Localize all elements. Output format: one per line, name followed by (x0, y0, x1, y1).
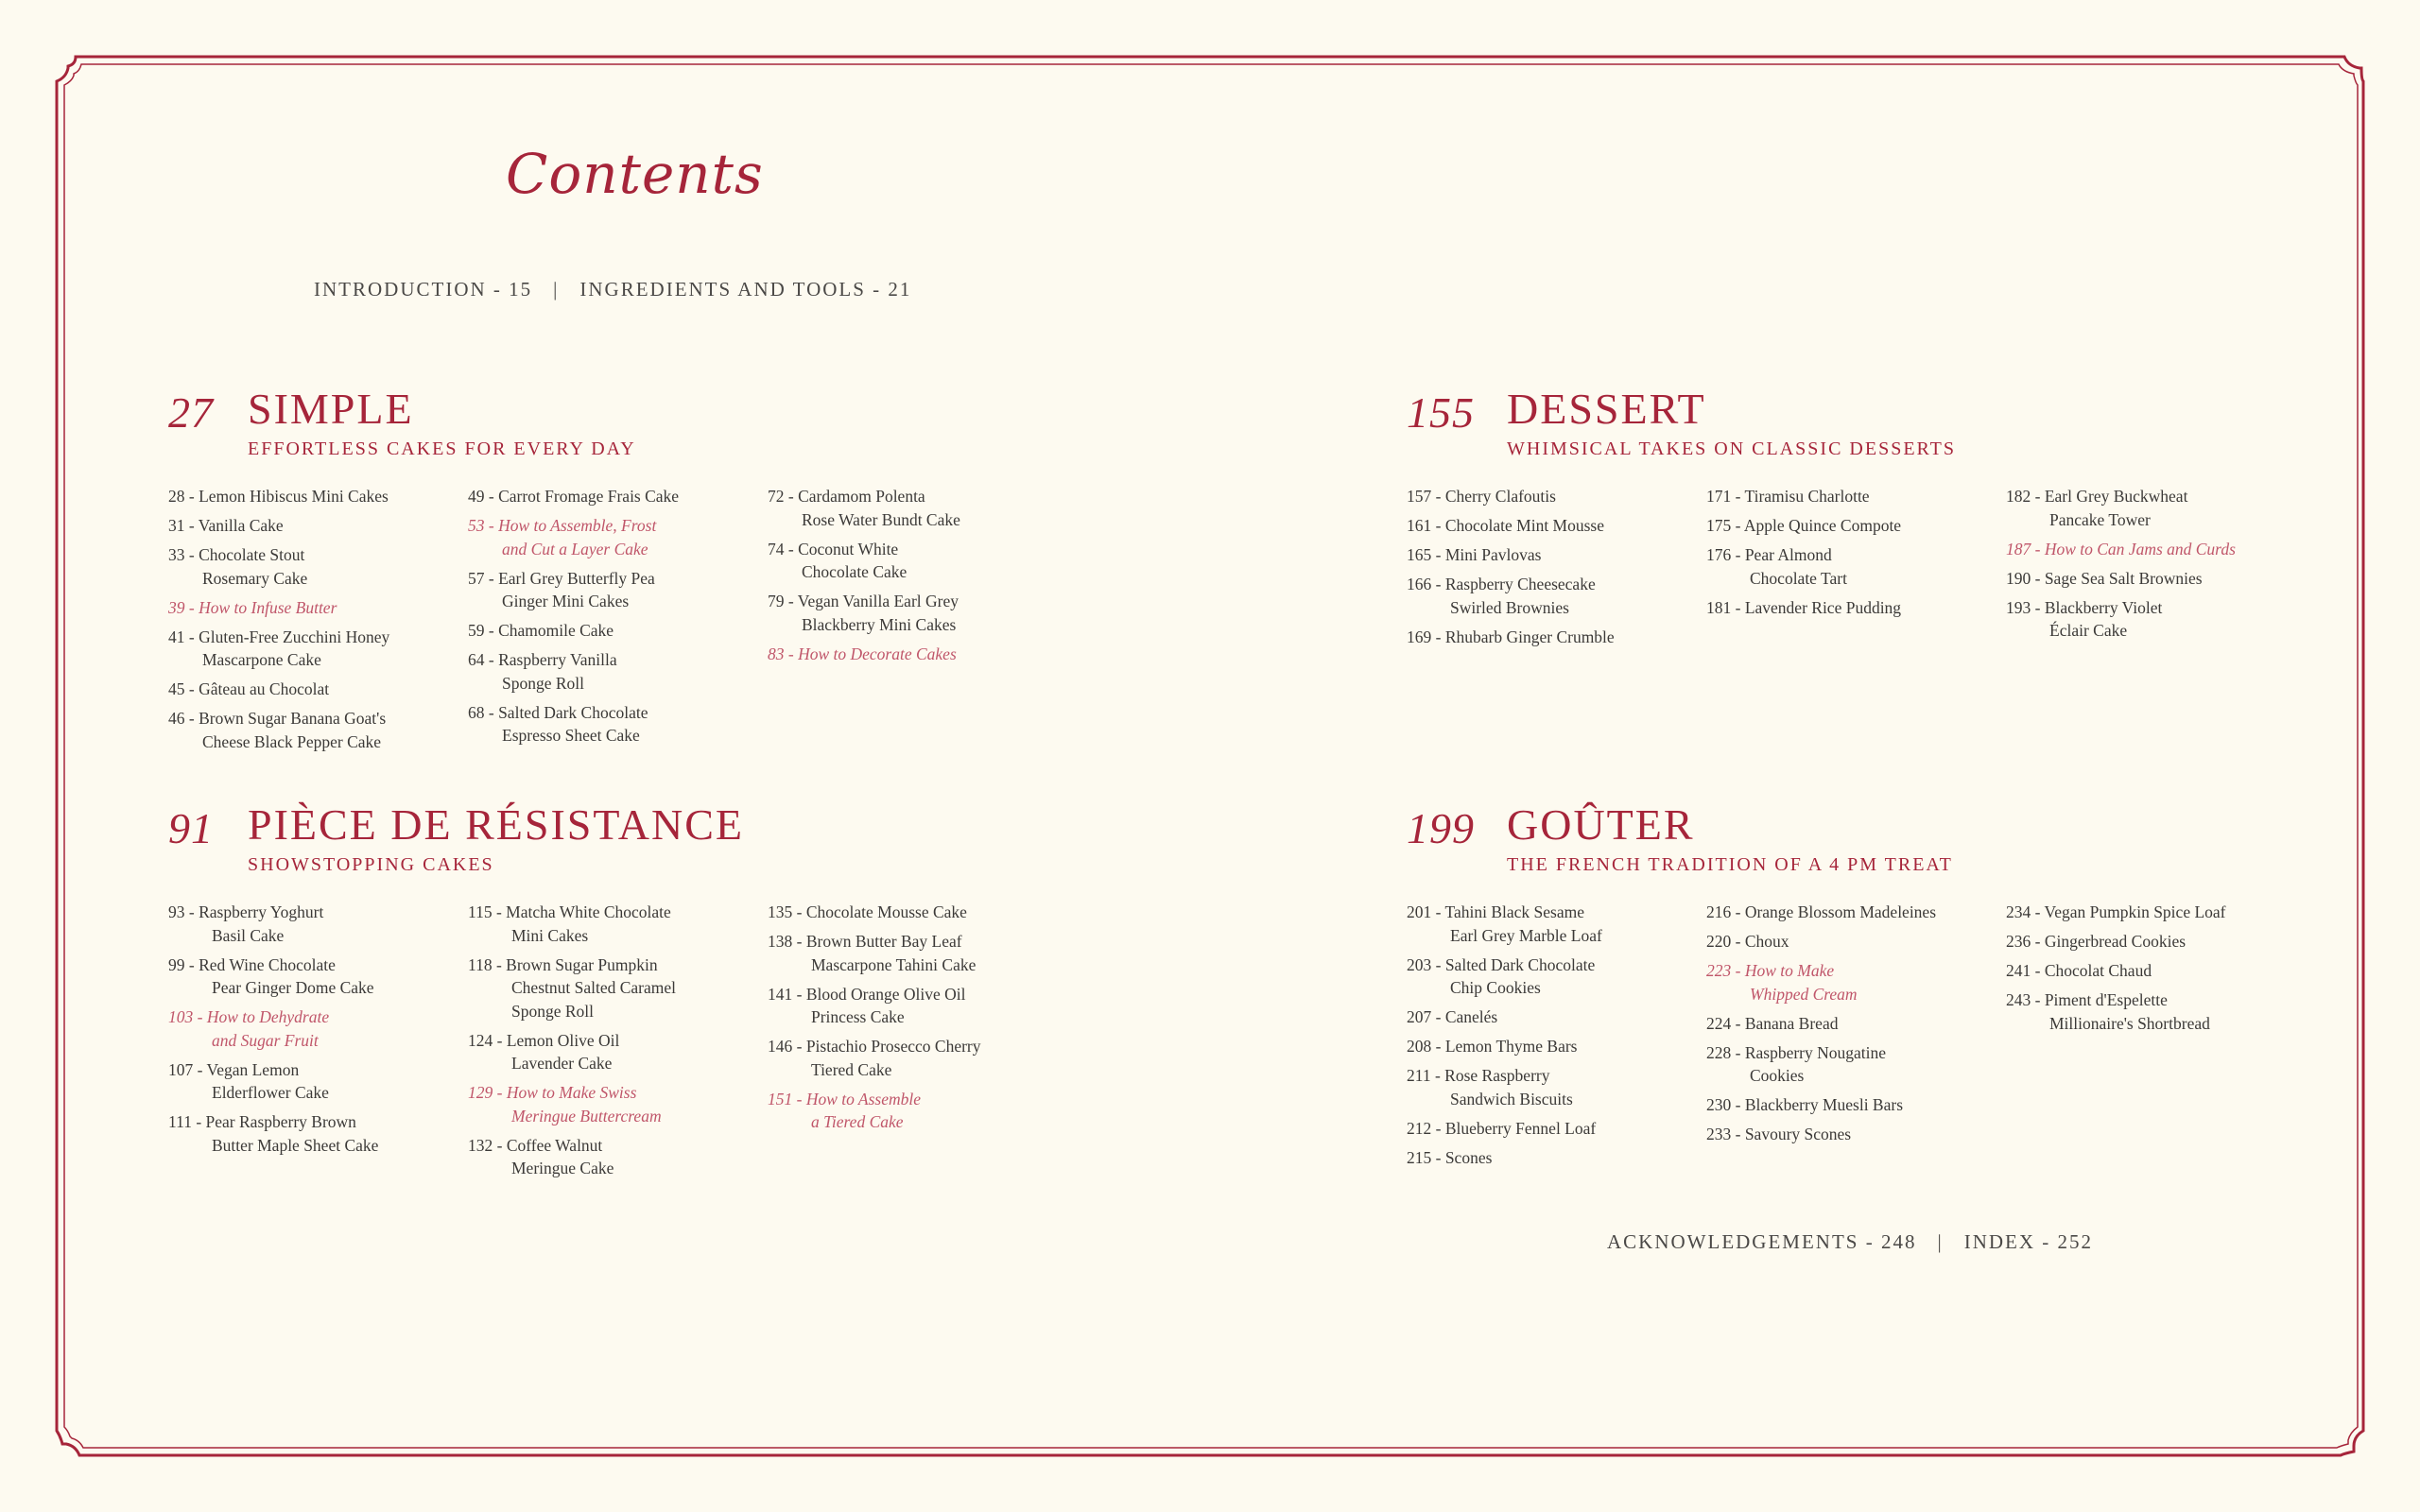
toc-entry[interactable]: 207 - Canelés (1407, 1007, 1498, 1026)
toc-entry[interactable]: 28 - Lemon Hibiscus Mini Cakes (168, 487, 389, 506)
toc-entry[interactable]: 68 - Salted Dark Chocolate Espresso Sheet Cake (468, 702, 648, 745)
toc-entry[interactable]: 228 - Raspberry Nougatine Cookies (1706, 1042, 1887, 1085)
toc-entry[interactable]: 190 - Sage Sea Salt Brownies (2006, 568, 2203, 588)
toc-entry[interactable]: 45 - Gâteau au Chocolat (168, 679, 330, 698)
toc-entry[interactable]: 49 - Carrot Fromage Frais Cake (468, 487, 680, 506)
toc-column (2006, 485, 2306, 655)
toc-entry[interactable]: 59 - Chamomile Cake (468, 621, 614, 640)
section-columns (168, 901, 1067, 1186)
toc-entry[interactable]: 203 - Salted Dark Chocolate Chip Cookies (1407, 954, 1596, 997)
toc-entry[interactable]: 243 - Piment d'Espelette Millionaire's Shortbread (2006, 990, 2210, 1033)
toc-column (1706, 901, 2006, 1176)
toc-entry[interactable]: 161 - Chocolate Mint Mousse (1407, 516, 1605, 535)
toc-entry[interactable]: 146 - Pistachio Prosecco Cherry Tiered Cake (768, 1037, 981, 1079)
section-dessert (1407, 384, 2306, 655)
toc-entry[interactable]: 72 - Cardamom Polenta Rose Water Bundt Cake (768, 487, 960, 529)
introduction-link[interactable]: INTRODUCTION - 15 (314, 278, 533, 301)
toc-entry-howto[interactable]: 103 - How to Dehydrate and Sugar Fruit (168, 1007, 330, 1050)
toc-entry[interactable]: 141 - Blood Orange Olive Oil Princess Cake (768, 984, 966, 1026)
toc-entry[interactable]: 236 - Gingerbread Cookies (2006, 932, 2187, 951)
toc-column (768, 485, 1067, 760)
toc-entry[interactable]: 230 - Blackberry Muesli Bars (1706, 1095, 1904, 1114)
toc-entry-howto[interactable]: 151 - How to Assemble a Tiered Cake (768, 1089, 922, 1131)
toc-entry-howto[interactable]: 83 - How to Decorate Cakes (768, 644, 957, 663)
index-link[interactable]: INDEX - 252 (1963, 1230, 2094, 1253)
separator: | (553, 278, 560, 301)
toc-column (768, 901, 1067, 1186)
toc-entry[interactable]: 46 - Brown Sugar Banana Goat's Cheese Black Pepper Cake (168, 709, 387, 751)
toc-entry[interactable]: 107 - Vegan Lemon Elderflower Cake (168, 1059, 329, 1102)
toc-entry[interactable]: 182 - Earl Grey Buckwheat Pancake Tower (2006, 487, 2188, 529)
separator: | (1937, 1230, 1944, 1253)
toc-entry[interactable]: 31 - Vanilla Cake (168, 516, 284, 535)
section-page-number[interactable]: 27 (168, 388, 214, 437)
toc-entry[interactable]: 166 - Raspberry Cheesecake Swirled Brownies (1407, 575, 1596, 617)
toc-entry[interactable]: 93 - Raspberry Yoghurt Basil Cake (168, 902, 324, 945)
section-page-number[interactable]: 155 (1407, 388, 1475, 437)
toc-entry[interactable]: 176 - Pear Almond Chocolate Tart (1706, 545, 1847, 588)
section-title[interactable]: DESSERT (1507, 385, 1706, 433)
section-gouter (1407, 799, 2306, 1176)
toc-column (168, 485, 468, 760)
section-header (1407, 384, 2306, 437)
toc-entry[interactable]: 234 - Vegan Pumpkin Spice Loaf (2006, 902, 2226, 921)
section-header (168, 384, 1067, 437)
section-columns (1407, 485, 2306, 655)
toc-column (468, 901, 768, 1186)
toc-entry[interactable]: 79 - Vegan Vanilla Earl Grey Blackberry Mini Cakes (768, 592, 959, 634)
toc-entry[interactable]: 138 - Brown Butter Bay Leaf Mascarpone Tahini Cake (768, 932, 977, 974)
section-title[interactable]: PIÈCE DE RÉSISTANCE (248, 800, 744, 849)
section-simple (168, 384, 1067, 760)
section-header (1407, 799, 2306, 852)
toc-entry[interactable]: 220 - Choux (1706, 932, 1789, 951)
toc-entry[interactable]: 41 - Gluten-Free Zucchini Honey Mascarpone Cake (168, 627, 390, 669)
toc-column (1407, 901, 1706, 1176)
toc-entry[interactable]: 181 - Lavender Rice Pudding (1706, 597, 1902, 617)
section-page-number[interactable]: 199 (1407, 804, 1475, 852)
toc-column (468, 485, 768, 760)
section-subtitle: SHOWSTOPPING CAKES (248, 854, 494, 875)
toc-entry[interactable]: 135 - Chocolate Mousse Cake (768, 902, 967, 921)
page-title: Contents (506, 142, 764, 206)
section-subtitle: WHIMSICAL TAKES ON CLASSIC DESSERTS (1507, 438, 1957, 459)
section-subtitle: THE FRENCH TRADITION OF A 4 PM TREAT (1507, 854, 1953, 875)
toc-entry[interactable]: 175 - Apple Quince Compote (1706, 516, 1902, 535)
ingredients-tools-link[interactable]: INGREDIENTS AND TOOLS - 21 (579, 278, 912, 301)
toc-entry[interactable]: 201 - Tahini Black Sesame Earl Grey Marble Loaf (1407, 902, 1602, 945)
toc-entry-howto[interactable]: 187 - How to Can Jams and Curds (2006, 539, 2236, 558)
toc-entry[interactable]: 165 - Mini Pavlovas (1407, 545, 1542, 564)
section-columns (168, 485, 1067, 760)
toc-entry[interactable]: 115 - Matcha White Chocolate Mini Cakes (468, 902, 671, 945)
toc-entry[interactable]: 157 - Cherry Clafoutis (1407, 487, 1556, 506)
section-subtitle: EFFORTLESS CAKES FOR EVERY DAY (248, 438, 636, 459)
toc-entry[interactable]: 215 - Scones (1407, 1147, 1493, 1167)
toc-entry[interactable]: 99 - Red Wine Chocolate Pear Ginger Dome Cake (168, 954, 374, 997)
toc-entry[interactable]: 212 - Blueberry Fennel Loaf (1407, 1118, 1597, 1138)
toc-column (1706, 485, 2006, 655)
section-page-number[interactable]: 91 (168, 804, 214, 852)
back-matter-line (1607, 1230, 2093, 1254)
toc-entry[interactable]: 57 - Earl Grey Butterfly Pea Ginger Mini Cakes (468, 568, 655, 610)
section-title[interactable]: SIMPLE (248, 385, 414, 433)
toc-entry[interactable]: 74 - Coconut White Chocolate Cake (768, 539, 908, 581)
toc-column (168, 901, 468, 1186)
toc-entry[interactable]: 33 - Chocolate Stout Rosemary Cake (168, 545, 308, 588)
section-piece-de-resistance (168, 799, 1067, 1186)
toc-entry[interactable]: 233 - Savoury Scones (1706, 1125, 1852, 1143)
toc-entry[interactable]: 111 - Pear Raspberry Brown Butter Maple Sheet Cake (168, 1112, 379, 1155)
toc-entry[interactable]: 216 - Orange Blossom Madeleines (1706, 902, 1937, 921)
toc-entry[interactable]: 64 - Raspberry Vanilla Sponge Roll (468, 650, 617, 693)
toc-entry[interactable]: 171 - Tiramisu Charlotte (1706, 487, 1870, 506)
toc-entry[interactable]: 132 - Coffee Walnut Meringue Cake (468, 1135, 614, 1177)
toc-entry-howto[interactable]: 129 - How to Make Swiss Meringue Buttercream (468, 1083, 662, 1125)
toc-entry[interactable]: 241 - Chocolat Chaud (2006, 961, 2152, 980)
toc-entry-howto[interactable]: 53 - How to Assemble, Frost and Cut a Layer Cake (468, 516, 657, 558)
section-title[interactable]: GOÛTER (1507, 800, 1695, 849)
acknowledgements-link[interactable]: ACKNOWLEDGEMENTS - 248 (1607, 1230, 1917, 1253)
toc-entry[interactable]: 169 - Rhubarb Ginger Crumble (1407, 627, 1615, 646)
toc-entry[interactable]: 211 - Rose Raspberry Sandwich Biscuits (1407, 1066, 1573, 1108)
section-columns (1407, 901, 2306, 1176)
toc-entry[interactable]: 193 - Blackberry Violet Éclair Cake (2006, 597, 2163, 640)
toc-entry-howto[interactable]: 39 - How to Infuse Butter (168, 597, 337, 617)
toc-entry-howto[interactable]: 223 - How to Make Whipped Cream (1706, 961, 1858, 1004)
toc-column (2006, 901, 2306, 1176)
toc-entry[interactable]: 118 - Brown Sugar Pumpkin Chestnut Salted Caramel Sponge Roll (468, 954, 676, 1021)
toc-entry[interactable]: 124 - Lemon Olive Oil Lavender Cake (468, 1030, 620, 1073)
toc-entry[interactable]: 224 - Banana Bread (1706, 1013, 1839, 1033)
front-matter-line (314, 278, 911, 301)
toc-column (1407, 485, 1706, 655)
toc-entry[interactable]: 208 - Lemon Thyme Bars (1407, 1037, 1578, 1056)
section-header (168, 799, 1067, 852)
